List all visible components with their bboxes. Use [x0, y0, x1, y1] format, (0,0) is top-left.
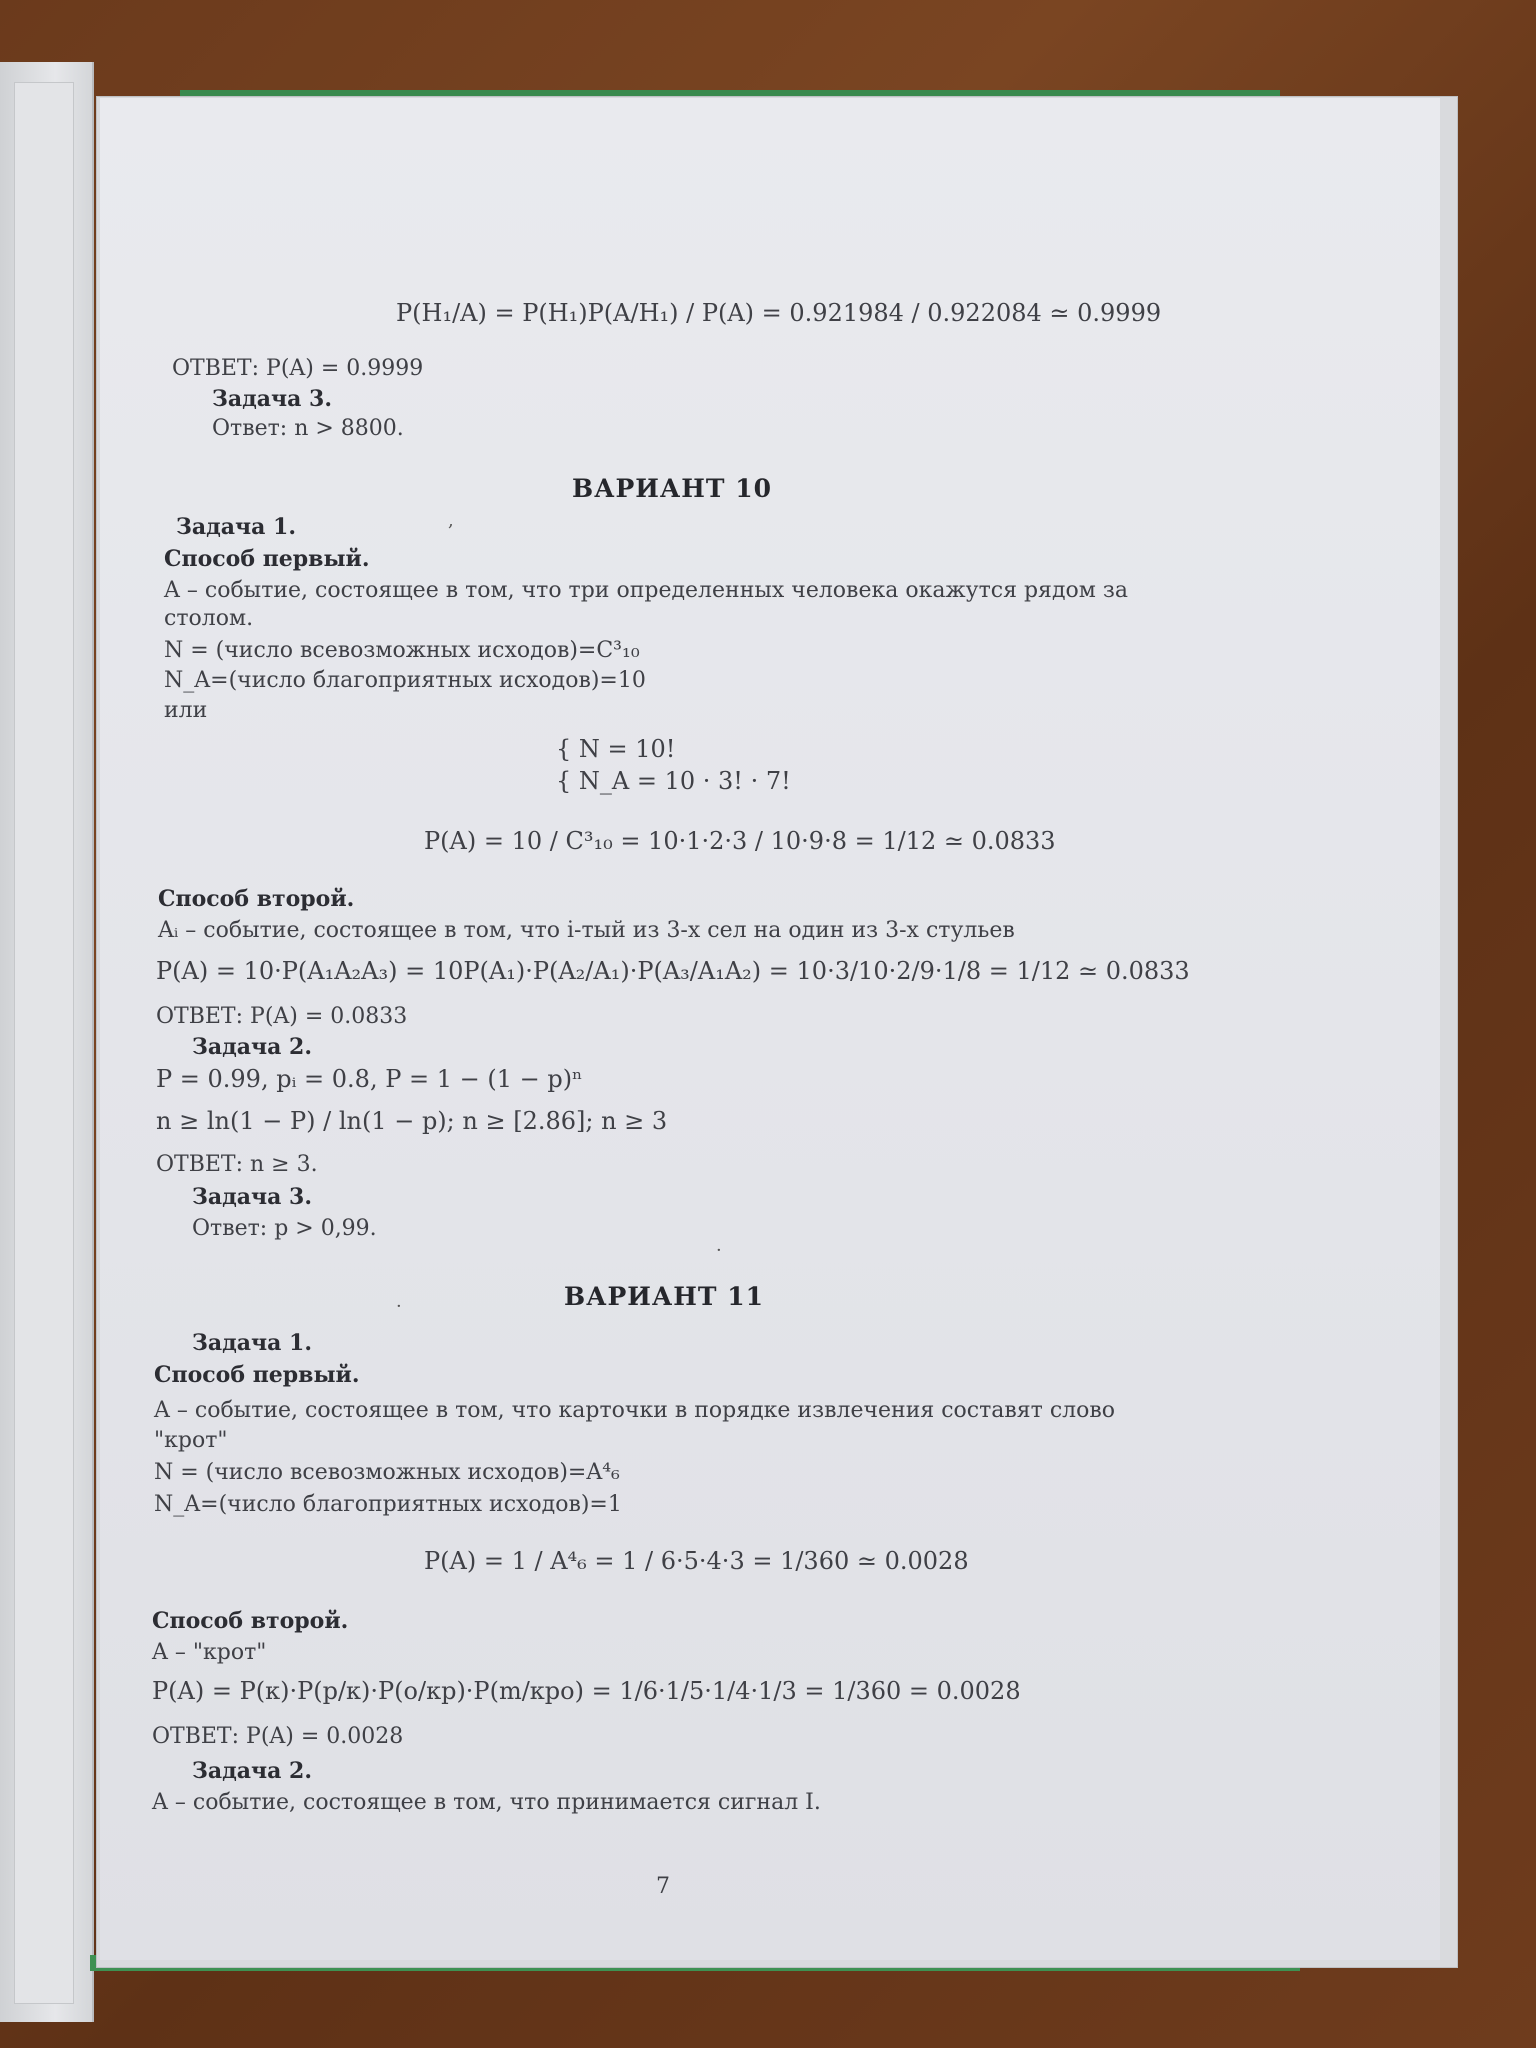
- answer-line: ОТВЕТ: P(A) = 0.0833: [156, 1004, 408, 1029]
- left-page-edge: [0, 62, 94, 2022]
- pencil-mark: ·: [716, 1240, 722, 1261]
- formula-system-line: { N_A = 10 · 3! · 7!: [556, 767, 791, 795]
- answer-line: ОТВЕТ: P(A) = 0.0028: [152, 1724, 404, 1749]
- answer-line: ОТВЕТ: P(A) = 0.9999: [172, 356, 424, 381]
- answer-line: Ответ: p > 0,99.: [192, 1216, 377, 1241]
- text-line: A – событие, состоящее в том, что три определенных человека окажутся рядом за: [164, 578, 1128, 603]
- method-title: Способ первый.: [164, 546, 370, 572]
- method-title: Способ второй.: [152, 1608, 349, 1634]
- task-title: Задача 2.: [192, 1034, 313, 1060]
- formula-probability: P(A) = P(к)·P(р/к)·P(о/кр)·P(m/кро) = 1/6·1/5·1/4·1/3 = 1/360 = 0.0028: [152, 1677, 1021, 1705]
- document-page: [100, 98, 1440, 1960]
- text-line: N_A=(число благоприятных исходов)=10: [164, 668, 646, 693]
- page-number: 7: [656, 1874, 670, 1899]
- text-line: A – событие, состоящее в том, что принимается сигнал I.: [152, 1790, 821, 1815]
- text-line: столом.: [164, 606, 254, 631]
- text-line: или: [164, 698, 208, 723]
- task-title: Задача 3.: [192, 1184, 313, 1210]
- method-title: Способ второй.: [158, 886, 355, 912]
- task-title: Задача 2.: [192, 1758, 313, 1784]
- formula-probability: P(A) = 10·P(A₁A₂A₃) = 10P(A₁)·P(A₂/A₁)·P(A₃/A₁A₂) = 10·3/10·2/9·1/8 = 1/12 ≃ 0.0833: [156, 957, 1190, 985]
- variant-heading: ВАРИАНТ 11: [564, 1282, 764, 1311]
- method-title: Способ первый.: [154, 1362, 360, 1388]
- task-title: Задача 1.: [176, 514, 297, 540]
- formula-probability: P(A) = 1 / A⁴₆ = 1 / 6·5·4·3 = 1/360 ≃ 0.0028: [424, 1547, 969, 1575]
- formula-inequality: n ≥ ln(1 − P) / ln(1 − p); n ≥ [2.86]; n ≥ 3: [156, 1107, 668, 1135]
- answer-line: Ответ: n > 8800.: [212, 416, 404, 441]
- task-title: Задача 3.: [212, 386, 333, 412]
- formula-line: P = 0.99, pᵢ = 0.8, P = 1 − (1 − p)ⁿ: [156, 1065, 583, 1093]
- text-line: "крот": [154, 1428, 228, 1453]
- pencil-mark: ,: [448, 510, 454, 531]
- formula-probability: P(A) = 10 / C³₁₀ = 10·1·2·3 / 10·9·8 = 1/12 ≃ 0.0833: [424, 827, 1056, 855]
- variant-heading: ВАРИАНТ 10: [572, 474, 772, 503]
- task-title: Задача 1.: [192, 1330, 313, 1356]
- text-line: A – "крот": [152, 1640, 267, 1665]
- text-line: Aᵢ – событие, состоящее в том, что i-тый из 3-х сел на один из 3-х стульев: [158, 918, 1015, 943]
- text-line: N_A=(число благоприятных исходов)=1: [154, 1492, 622, 1517]
- answer-line: ОТВЕТ: n ≥ 3.: [156, 1152, 318, 1177]
- left-page-inner: [14, 82, 74, 2004]
- formula-system-line: { N = 10!: [556, 735, 676, 763]
- text-line: A – событие, состоящее в том, что карточки в порядке извлечения составят слово: [154, 1398, 1116, 1423]
- pencil-mark: ·: [396, 1296, 402, 1317]
- formula-posterior: P(H₁/A) = P(H₁)P(A/H₁) / P(A) = 0.921984 / 0.922084 ≃ 0.9999: [396, 299, 1162, 327]
- text-line: N = (число всевозможных исходов)=C³₁₀: [164, 638, 640, 663]
- text-line: N = (число всевозможных исходов)=A⁴₆: [154, 1460, 620, 1485]
